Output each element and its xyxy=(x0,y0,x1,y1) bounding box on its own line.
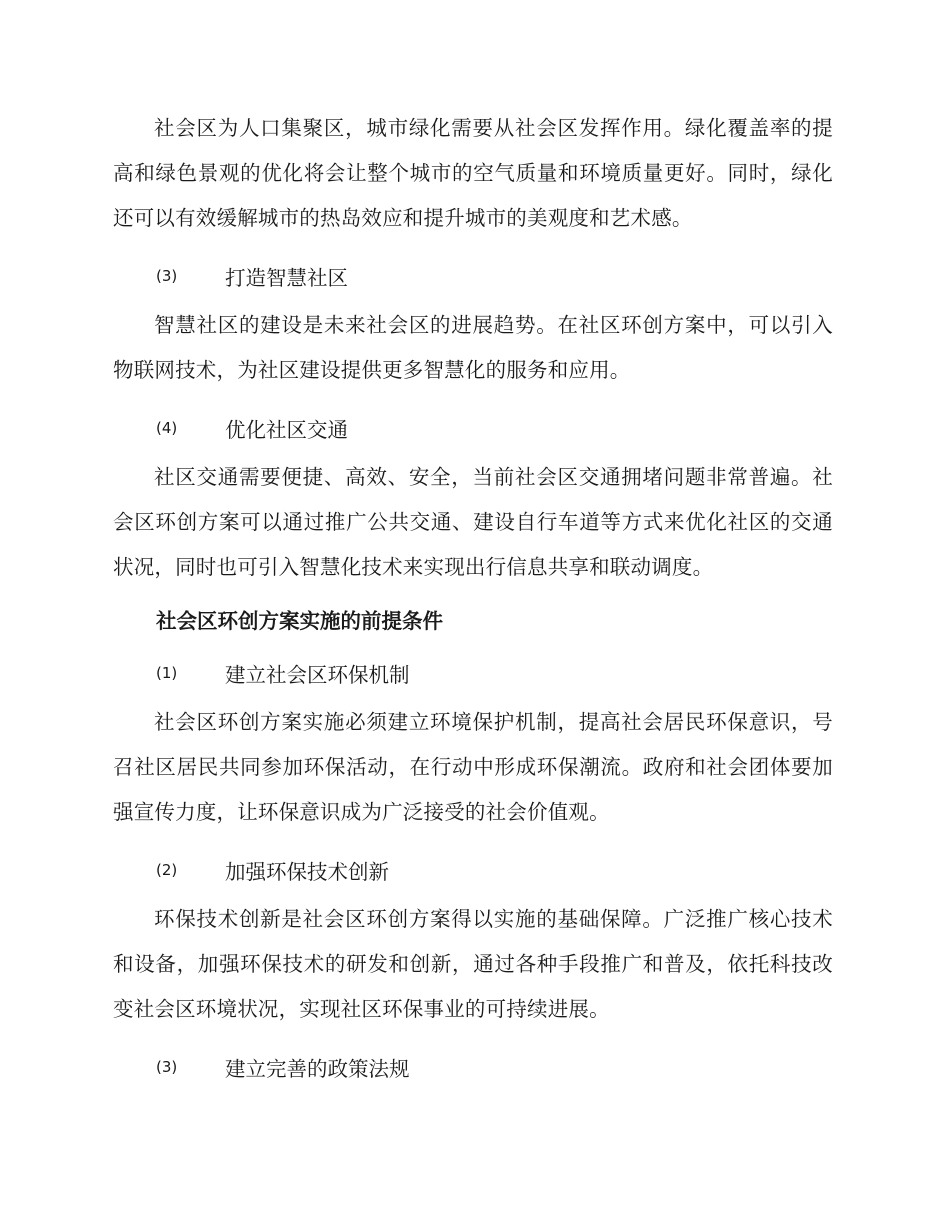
paragraph-greening: 社会区为人口集聚区，城市绿化需要从社会区发挥作用。绿化覆盖率的提高和绿色景观的优化将会让整个城市的空气质量和环境质量更好。同时，绿化还可以有效缓解城市的热岛效应和提升城市的美观度和艺术感。 xyxy=(113,116,833,230)
list-number: (3) xyxy=(156,267,178,285)
paragraph-smart-community: 智慧社区的建设是未来社会区的进展趋势。在社区环创方案中，可以引入物联网技术，为社区建设提供更多智慧化的服务和应用。 xyxy=(113,313,833,382)
list-number: (2) xyxy=(156,861,178,879)
list-number: (1) xyxy=(156,664,178,682)
list-item-title: 优化社区交通 xyxy=(225,418,348,442)
list-item-title: 建立社会区环保机制 xyxy=(225,663,410,687)
document-body xyxy=(113,106,833,1094)
paragraph-env-mechanism: 社会区环创方案实施必须建立环境保护机制，提高社会居民环保意识，号召社区居民共同参加环保活动，在行动中形成环保潮流。政府和社会团体要加强宣传力度，让环保意识成为广泛接受的社会价值观。 xyxy=(113,710,833,824)
list-item-tech-innovation xyxy=(113,843,833,897)
list-item-title: 加强环保技术创新 xyxy=(225,860,389,884)
list-item-title: 打造智慧社区 xyxy=(225,266,348,290)
paragraph-traffic: 社区交通需要便捷、高效、安全，当前社会区交通拥堵问题非常普遍。社会区环创方案可以通过推广公共交通、建设自行车道等方式来优化社区的交通状况，同时也可引入智慧化技术来实现出行信息共享和联动调度。 xyxy=(113,465,833,579)
section-heading: 社会区环创方案实施的前提条件 xyxy=(156,609,443,633)
list-item-title: 建立完善的政策法规 xyxy=(225,1057,410,1081)
list-item-policy xyxy=(113,1040,833,1094)
list-item-env-mechanism xyxy=(113,646,833,700)
list-number: (3) xyxy=(156,1058,178,1076)
list-item-traffic xyxy=(113,401,833,455)
list-number: (4) xyxy=(156,419,178,437)
paragraph-tech-innovation: 环保技术创新是社会区环创方案得以实施的基础保障。广泛推广核心技术和设备，加强环保技术的研发和创新，通过各种手段推广和普及，依托科技改变社会区环境状况，实现社区环保事业的可持续进展。 xyxy=(113,907,833,1021)
list-item-smart-community xyxy=(113,249,833,303)
